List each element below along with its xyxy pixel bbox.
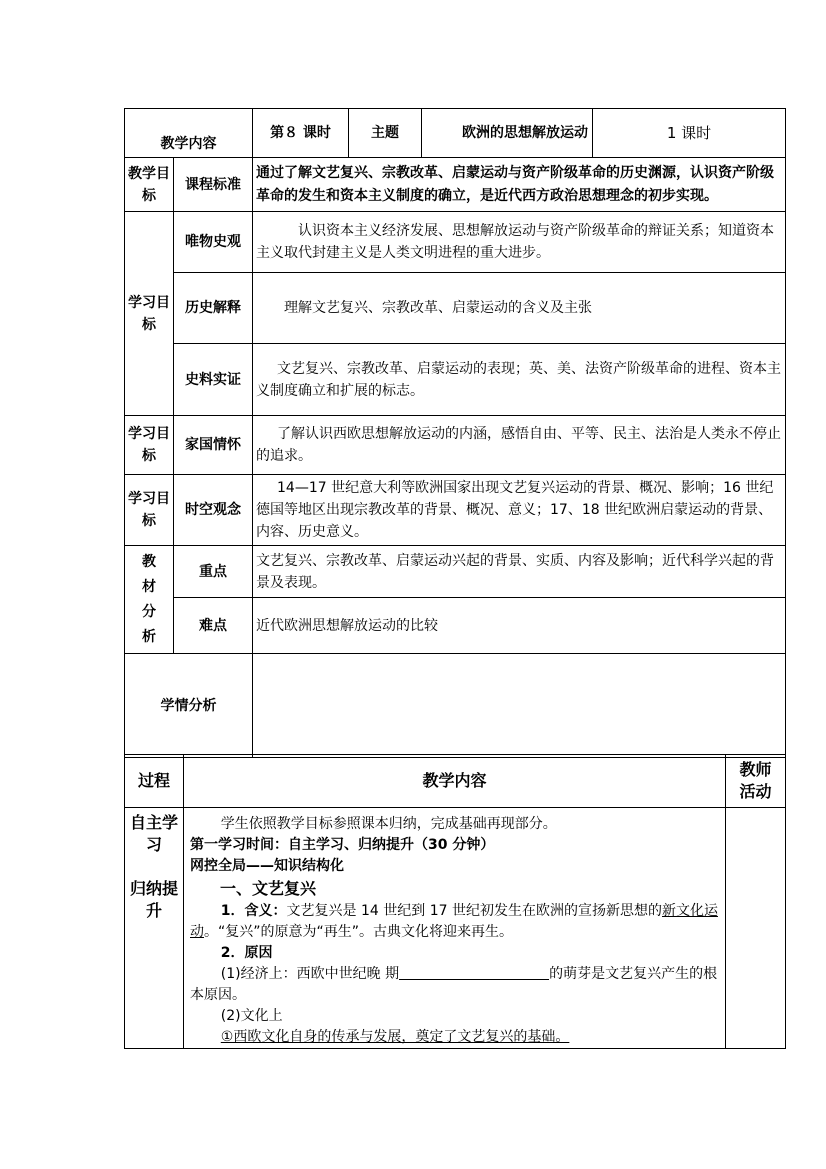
difficulty-row — [125, 598, 786, 654]
topic-label: 主题 — [349, 109, 422, 158]
evidence-label: 史料实证 — [174, 344, 253, 416]
definition-text: 文艺复兴是 14 世纪到 17 世纪初发生在欧洲的宣扬新思想的 — [286, 903, 662, 919]
analysis-row — [125, 654, 786, 758]
materialism-text: 认识资本主义经济发展、思想解放运动与资产阶级革命的辩证关系；知道资本主义取代封建主义是人类文明进程的重大进步。 — [253, 212, 786, 273]
economy-para — [190, 964, 721, 1006]
difficulty-text: 近代欧洲思想解放运动的比较 — [253, 598, 786, 654]
homeland-text: 了解认识西欧思想解放运动的内涵，感悟自由、平等、民主、法治是人类永不停止的追求。 — [253, 416, 786, 475]
topic-title — [422, 109, 593, 158]
intro-line: 学生依照教学目标参照课本归纳，完成基础再现部分。 — [220, 816, 557, 832]
spacetime-row — [125, 475, 786, 546]
interpretation-row — [125, 273, 786, 344]
definition-label: 1．含义： — [220, 903, 287, 919]
key-label: 重点 — [174, 546, 253, 598]
standard-row — [125, 158, 786, 212]
study-goal-label-2: 学习目标 — [125, 416, 174, 475]
evidence-text: 文艺复兴、宗教改革、启蒙运动的表现；英、美、法资产阶级革命的进程、资本主义制度确立和扩展的标志。 — [253, 344, 786, 416]
definition-para — [190, 901, 721, 943]
analysis-text — [253, 654, 786, 758]
spacetime-label: 时空观念 — [174, 475, 253, 546]
homeland-row — [125, 416, 786, 475]
material-label: 教材分析 — [125, 546, 174, 654]
hours: 1 课时 — [593, 109, 786, 158]
study-goal-label: 学习目标 — [125, 212, 174, 416]
lesson-plan-table — [124, 108, 786, 758]
interpretation-text: 理解文艺复兴、宗教改革、启蒙运动的含义及主张 — [253, 273, 786, 344]
key-text: 文艺复兴、宗教改革、启蒙运动兴起的背景、实质、内容及影响；近代科学兴起的背景及表现。 — [253, 546, 786, 598]
homeland-label: 家国情怀 — [174, 416, 253, 475]
economy-tail: 的萌芽是文艺复兴产生的根本原因。 — [190, 966, 718, 1003]
culture-heading: (2)文化上 — [220, 1008, 283, 1024]
materialism-row — [125, 212, 786, 273]
goal-label: 教学目标 — [125, 158, 174, 212]
evidence-row — [125, 344, 786, 416]
content-label: 教学内容 — [125, 109, 253, 158]
causes-heading: 2．原因 — [220, 945, 273, 961]
economy-text: (1)经济上：西欧中世纪晚 期 — [220, 966, 400, 982]
process-table — [124, 754, 786, 1049]
overview-line: 网控全局——知识结构化 — [190, 858, 344, 874]
header-row — [125, 109, 786, 158]
standard-label: 课程标准 — [174, 158, 253, 212]
key-row — [125, 546, 786, 598]
analysis-label: 学情分析 — [125, 654, 253, 758]
interpretation-label: 历史解释 — [174, 273, 253, 344]
teacher-activity-cell — [726, 808, 786, 1049]
col-teacher: 教师活动 — [726, 755, 786, 808]
spacetime-text: 14—17 世纪意大利等欧洲国家出现文艺复兴运动的背景、概况、影响；16 世纪德国等地区出现宗教改革的背景、概况、意义；17、18 世纪欧洲启蒙运动的背景、内容、历史意义。 — [253, 475, 786, 546]
standard-text: 通过了解文艺复兴、宗教改革、启蒙运动与资产阶级革命的历史渊源，认识资产阶级革命的发生和资本主义制度的确立，是近代西方政治思想理念的初步实现。 — [253, 158, 786, 212]
section-title: 一、文艺复兴 — [220, 879, 317, 898]
lesson-number: 第８ 课时 — [253, 109, 349, 158]
stage-label: 自主学习 归纳提升 — [125, 808, 184, 1049]
process-body-row — [125, 808, 786, 1049]
col-content: 教学内容 — [184, 755, 726, 808]
definition-tail: 。“复兴”的原意为“再生”。古典文化将迎来再生。 — [204, 924, 514, 940]
study-goal-label-3: 学习目标 — [125, 475, 174, 546]
culture-para: ①西欧文化自身的传承与发展，奠定了文艺复兴的基础。 — [220, 1029, 570, 1045]
first-period-line: 第一学习时间：自主学习、归纳提升（30 分钟） — [190, 837, 495, 853]
fill-blank[interactable] — [399, 965, 549, 980]
process-header-row — [125, 755, 786, 808]
col-process: 过程 — [125, 755, 184, 808]
materialism-label: 唯物史观 — [174, 212, 253, 273]
process-content — [184, 808, 726, 1049]
topic-text: 欧洲的思想解放运动 — [462, 125, 588, 141]
difficulty-label: 难点 — [174, 598, 253, 654]
definition-underlined: 新文化运动 — [190, 903, 718, 940]
